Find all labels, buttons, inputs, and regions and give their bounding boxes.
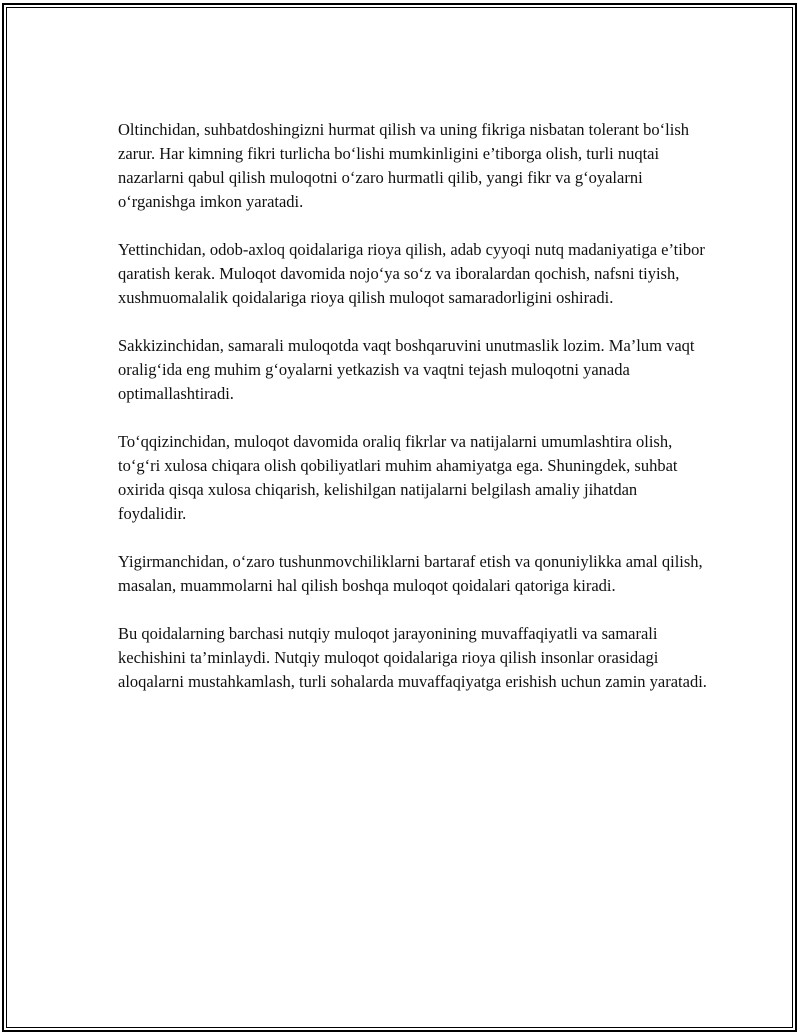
- document-body: [118, 118, 708, 718]
- paragraph-yettinchidan: Yettinchidan, odob-axloq qoidalariga rioya qilish, adab cyyoqi nutq madaniyatiga e’tibor qaratish kerak. Muloqot davomida nojo‘ya so‘z va iboralardan qochish, nafsni tiyish, xushmuomalalik qoidalariga rioya qilish muloqot samaradorligini oshiradi.: [118, 240, 705, 307]
- paragraph-oltinchidan: Oltinchidan, suhbatdoshingizni hurmat qilish va uning fikriga nisbatan tolerant bo‘lish zarur. Har kimning fikri turlicha bo‘lishi mumkinligini e’tiborga olish, turli nuqtai nazarlarni qabul qilish muloqotni o‘zaro hurmatli qilib, yangi fikr va g‘oyalarni o‘rganishga imkon yaratadi.: [118, 120, 689, 211]
- paragraph-sakkizinchidan: Sakkizinchidan, samarali muloqotda vaqt boshqaruvini unutmaslik lozim. Ma’lum vaqt oralig‘ida eng muhim g‘oyalarni yetkazish va vaqtni tejash muloqotni yanada optimallashtiradi.: [118, 336, 695, 403]
- paragraph-yigirmanchidan: Yigirmanchidan, o‘zaro tushunmovchiliklarni bartaraf etish va qonuniylikka amal qilish, masalan, muammolarni hal qilish boshqa muloqot qoidalari qatoriga kiradi.: [118, 552, 703, 595]
- paragraph-toqqizinchidan: To‘qqizinchidan, muloqot davomida oraliq fikrlar va natijalarni umumlashtira olish, to‘g‘ri xulosa chiqara olish qobiliyatlari muhim ahamiyatga ega. Shuningdek, suhbat oxirida qisqa xulosa chiqarish, kelishilgan natijalarni belgilash amaliy jihatdan foydalidir.: [118, 432, 678, 523]
- paragraph-conclusion: Bu qoidalarning barchasi nutqiy muloqot jarayonining muvaffaqiyatli va samarali kechishini ta’minlaydi. Nutqiy muloqot qoidalariga rioya qilish insonlar orasidagi aloqalarni mustahkamlash, turli sohalarda muvaffaqiyatga erishish uchun zamin yaratadi.: [118, 624, 707, 691]
